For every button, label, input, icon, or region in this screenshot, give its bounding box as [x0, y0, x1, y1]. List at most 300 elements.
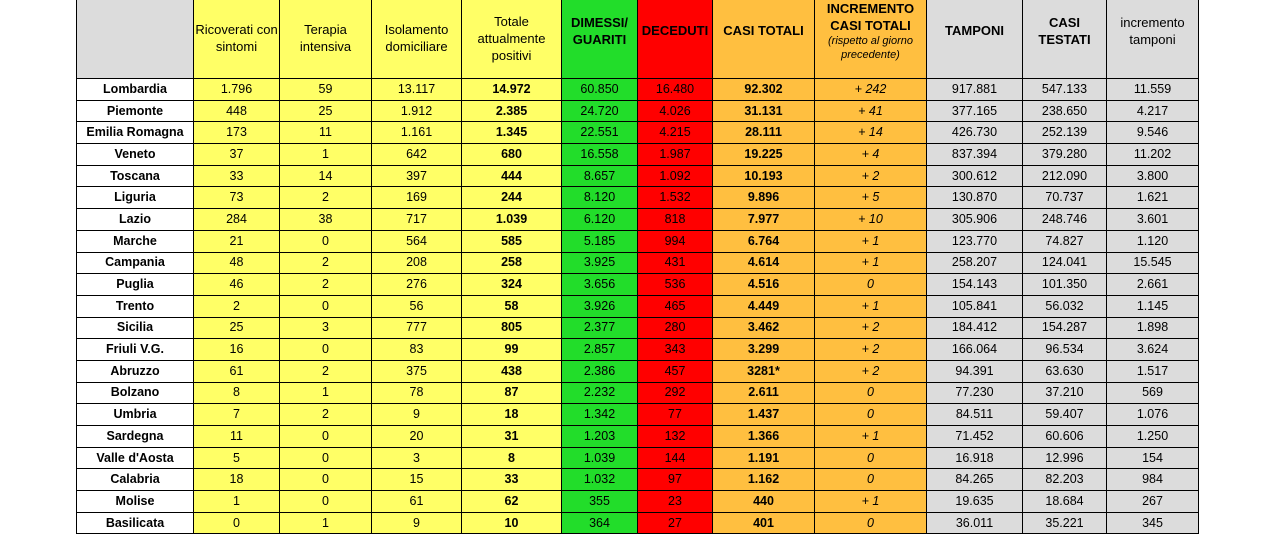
header-casi-testati-label: CASI TESTATI [1038, 14, 1091, 47]
casi-totali-cell: 7.977 [713, 209, 815, 231]
region-cell: Piemonte [77, 100, 194, 122]
casi-testati-cell: 547.133 [1023, 79, 1107, 101]
incremento-cell: + 2 [815, 339, 927, 361]
totale-positivi-cell: 244 [462, 187, 562, 209]
dimessi-cell: 1.039 [562, 447, 638, 469]
table-row [77, 165, 1199, 187]
casi-totali-cell: 92.302 [713, 79, 815, 101]
deceduti-cell: 144 [638, 447, 713, 469]
covid-regional-table [76, 0, 1199, 534]
casi-testati-cell: 37.210 [1023, 382, 1107, 404]
isolamento-cell: 564 [372, 230, 462, 252]
terapia-cell: 59 [280, 79, 372, 101]
incremento-tamponi-cell: 1.250 [1107, 426, 1199, 448]
isolamento-cell: 717 [372, 209, 462, 231]
totale-positivi-cell: 10 [462, 512, 562, 534]
casi-totali-cell: 4.614 [713, 252, 815, 274]
deceduti-cell: 77 [638, 404, 713, 426]
incremento-tamponi-cell: 2.661 [1107, 274, 1199, 296]
tamponi-cell: 16.918 [927, 447, 1023, 469]
casi-totali-cell: 4.449 [713, 295, 815, 317]
totale-positivi-cell: 99 [462, 339, 562, 361]
header-terapia-label: Terapia intensiva [299, 22, 352, 54]
terapia-cell: 1 [280, 382, 372, 404]
tamponi-cell: 305.906 [927, 209, 1023, 231]
region-cell: Liguria [77, 187, 194, 209]
table-row [77, 230, 1199, 252]
table-row [77, 426, 1199, 448]
header-totale-positivi-label: Totale attualmente positivi [477, 13, 546, 63]
incremento-cell: + 1 [815, 230, 927, 252]
header-terapia [280, 0, 372, 79]
deceduti-cell: 1.987 [638, 144, 713, 166]
tamponi-cell: 426.730 [927, 122, 1023, 144]
incremento-cell: + 5 [815, 187, 927, 209]
totale-positivi-cell: 18 [462, 404, 562, 426]
ricoverati-cell: 16 [194, 339, 280, 361]
casi-testati-cell: 212.090 [1023, 165, 1107, 187]
totale-positivi-cell: 1.345 [462, 122, 562, 144]
deceduti-cell: 132 [638, 426, 713, 448]
tamponi-cell: 377.165 [927, 100, 1023, 122]
table-row [77, 252, 1199, 274]
incremento-cell: + 14 [815, 122, 927, 144]
incremento-tamponi-cell: 11.202 [1107, 144, 1199, 166]
incremento-tamponi-cell: 4.217 [1107, 100, 1199, 122]
header-incremento-tamponi [1107, 0, 1199, 79]
isolamento-cell: 169 [372, 187, 462, 209]
isolamento-cell: 642 [372, 144, 462, 166]
isolamento-cell: 13.117 [372, 79, 462, 101]
tamponi-cell: 917.881 [927, 79, 1023, 101]
region-cell: Puglia [77, 274, 194, 296]
ricoverati-cell: 25 [194, 317, 280, 339]
ricoverati-cell: 284 [194, 209, 280, 231]
incremento-tamponi-cell: 15.545 [1107, 252, 1199, 274]
table-row [77, 317, 1199, 339]
region-cell: Bolzano [77, 382, 194, 404]
dimessi-cell: 2.857 [562, 339, 638, 361]
ricoverati-cell: 37 [194, 144, 280, 166]
dimessi-cell: 3.656 [562, 274, 638, 296]
table-row [77, 274, 1199, 296]
terapia-cell: 0 [280, 295, 372, 317]
casi-testati-cell: 18.684 [1023, 491, 1107, 513]
ricoverati-cell: 1.796 [194, 79, 280, 101]
terapia-cell: 11 [280, 122, 372, 144]
casi-totali-cell: 4.516 [713, 274, 815, 296]
casi-testati-cell: 96.534 [1023, 339, 1107, 361]
dimessi-cell: 8.120 [562, 187, 638, 209]
totale-positivi-cell: 680 [462, 144, 562, 166]
incremento-tamponi-cell: 9.546 [1107, 122, 1199, 144]
dimessi-cell: 60.850 [562, 79, 638, 101]
header-dimessi [562, 0, 638, 79]
header-casi-totali-label: CASI TOTALI [723, 23, 804, 38]
terapia-cell: 1 [280, 512, 372, 534]
terapia-cell: 0 [280, 491, 372, 513]
casi-totali-cell: 3.462 [713, 317, 815, 339]
deceduti-cell: 994 [638, 230, 713, 252]
deceduti-cell: 23 [638, 491, 713, 513]
deceduti-cell: 465 [638, 295, 713, 317]
totale-positivi-cell: 8 [462, 447, 562, 469]
incremento-cell: + 2 [815, 317, 927, 339]
table-row [77, 382, 1199, 404]
casi-totali-cell: 3.299 [713, 339, 815, 361]
deceduti-cell: 280 [638, 317, 713, 339]
dimessi-cell: 355 [562, 491, 638, 513]
tamponi-cell: 130.870 [927, 187, 1023, 209]
dimessi-cell: 8.657 [562, 165, 638, 187]
tamponi-cell: 184.412 [927, 317, 1023, 339]
table-row [77, 79, 1199, 101]
table-row [77, 360, 1199, 382]
table-body [77, 79, 1199, 534]
terapia-cell: 0 [280, 447, 372, 469]
table-row [77, 512, 1199, 534]
header-deceduti [638, 0, 713, 79]
isolamento-cell: 9 [372, 512, 462, 534]
dimessi-cell: 3.926 [562, 295, 638, 317]
incremento-cell: 0 [815, 469, 927, 491]
casi-totali-cell: 31.131 [713, 100, 815, 122]
region-cell: Umbria [77, 404, 194, 426]
casi-totali-cell: 440 [713, 491, 815, 513]
incremento-cell: + 242 [815, 79, 927, 101]
terapia-cell: 25 [280, 100, 372, 122]
ricoverati-cell: 48 [194, 252, 280, 274]
deceduti-cell: 4.026 [638, 100, 713, 122]
header-tamponi-label: TAMPONI [945, 23, 1004, 38]
incremento-cell: 0 [815, 447, 927, 469]
totale-positivi-cell: 258 [462, 252, 562, 274]
ricoverati-cell: 2 [194, 295, 280, 317]
incremento-cell: + 1 [815, 252, 927, 274]
terapia-cell: 2 [280, 360, 372, 382]
header-dimessi-label: DIMESSI/ GUARITI [570, 14, 629, 47]
deceduti-cell: 16.480 [638, 79, 713, 101]
incremento-tamponi-cell: 984 [1107, 469, 1199, 491]
totale-positivi-cell: 805 [462, 317, 562, 339]
region-cell: Abruzzo [77, 360, 194, 382]
casi-totali-cell: 1.366 [713, 426, 815, 448]
header-incremento-tamponi-label: incremento tamponi [1120, 14, 1185, 47]
ricoverati-cell: 8 [194, 382, 280, 404]
ricoverati-cell: 18 [194, 469, 280, 491]
casi-totali-cell: 2.611 [713, 382, 815, 404]
casi-totali-cell: 1.162 [713, 469, 815, 491]
ricoverati-cell: 33 [194, 165, 280, 187]
casi-totali-cell: 1.191 [713, 447, 815, 469]
tamponi-cell: 300.612 [927, 165, 1023, 187]
isolamento-cell: 276 [372, 274, 462, 296]
deceduti-cell: 1.532 [638, 187, 713, 209]
header-isolamento [372, 0, 462, 79]
ricoverati-cell: 11 [194, 426, 280, 448]
casi-totali-cell: 1.437 [713, 404, 815, 426]
dimessi-cell: 1.342 [562, 404, 638, 426]
incremento-cell: 0 [815, 274, 927, 296]
region-cell: Emilia Romagna [77, 122, 194, 144]
ricoverati-cell: 73 [194, 187, 280, 209]
header-isolamento-label: Isolamento domiciliare [384, 22, 449, 54]
header-regione [77, 0, 194, 79]
casi-totali-cell: 10.193 [713, 165, 815, 187]
table-row [77, 339, 1199, 361]
tamponi-cell: 77.230 [927, 382, 1023, 404]
incremento-cell: + 1 [815, 491, 927, 513]
totale-positivi-cell: 444 [462, 165, 562, 187]
isolamento-cell: 777 [372, 317, 462, 339]
casi-testati-cell: 248.746 [1023, 209, 1107, 231]
totale-positivi-cell: 58 [462, 295, 562, 317]
region-cell: Calabria [77, 469, 194, 491]
header-tamponi [927, 0, 1023, 79]
incremento-tamponi-cell: 1.076 [1107, 404, 1199, 426]
casi-testati-cell: 60.606 [1023, 426, 1107, 448]
incremento-tamponi-cell: 1.145 [1107, 295, 1199, 317]
deceduti-cell: 27 [638, 512, 713, 534]
region-cell: Marche [77, 230, 194, 252]
header-incremento-label: INCREMENTO CASI TOTALI [826, 0, 915, 33]
deceduti-cell: 457 [638, 360, 713, 382]
casi-testati-cell: 101.350 [1023, 274, 1107, 296]
casi-totali-cell: 9.896 [713, 187, 815, 209]
incremento-tamponi-cell: 1.120 [1107, 230, 1199, 252]
incremento-tamponi-cell: 345 [1107, 512, 1199, 534]
casi-testati-cell: 35.221 [1023, 512, 1107, 534]
region-cell: Campania [77, 252, 194, 274]
region-cell: Molise [77, 491, 194, 513]
tamponi-cell: 166.064 [927, 339, 1023, 361]
header-ricoverati [194, 0, 280, 79]
region-cell: Lombardia [77, 79, 194, 101]
incremento-tamponi-cell: 3.624 [1107, 339, 1199, 361]
incremento-cell: + 10 [815, 209, 927, 231]
isolamento-cell: 83 [372, 339, 462, 361]
dimessi-cell: 2.377 [562, 317, 638, 339]
casi-testati-cell: 379.280 [1023, 144, 1107, 166]
tamponi-cell: 19.635 [927, 491, 1023, 513]
casi-testati-cell: 12.996 [1023, 447, 1107, 469]
isolamento-cell: 375 [372, 360, 462, 382]
header-ricoverati-label: Ricoverati con sintomi [195, 22, 278, 54]
header-totale-positivi [462, 0, 562, 79]
isolamento-cell: 1.912 [372, 100, 462, 122]
isolamento-cell: 1.161 [372, 122, 462, 144]
terapia-cell: 3 [280, 317, 372, 339]
table-row [77, 491, 1199, 513]
incremento-cell: + 2 [815, 360, 927, 382]
table-row [77, 295, 1199, 317]
covid-regional-table-container [76, 0, 1199, 534]
terapia-cell: 0 [280, 339, 372, 361]
dimessi-cell: 5.185 [562, 230, 638, 252]
tamponi-cell: 837.394 [927, 144, 1023, 166]
tamponi-cell: 84.511 [927, 404, 1023, 426]
tamponi-cell: 154.143 [927, 274, 1023, 296]
ricoverati-cell: 46 [194, 274, 280, 296]
casi-testati-cell: 82.203 [1023, 469, 1107, 491]
isolamento-cell: 56 [372, 295, 462, 317]
dimessi-cell: 24.720 [562, 100, 638, 122]
incremento-cell: + 1 [815, 295, 927, 317]
deceduti-cell: 292 [638, 382, 713, 404]
casi-testati-cell: 70.737 [1023, 187, 1107, 209]
isolamento-cell: 78 [372, 382, 462, 404]
ricoverati-cell: 21 [194, 230, 280, 252]
incremento-tamponi-cell: 3.601 [1107, 209, 1199, 231]
region-cell: Valle d'Aosta [77, 447, 194, 469]
table-row [77, 100, 1199, 122]
ricoverati-cell: 448 [194, 100, 280, 122]
region-cell: Toscana [77, 165, 194, 187]
incremento-tamponi-cell: 1.621 [1107, 187, 1199, 209]
region-cell: Veneto [77, 144, 194, 166]
totale-positivi-cell: 62 [462, 491, 562, 513]
ricoverati-cell: 7 [194, 404, 280, 426]
table-row [77, 187, 1199, 209]
deceduti-cell: 343 [638, 339, 713, 361]
totale-positivi-cell: 2.385 [462, 100, 562, 122]
incremento-tamponi-cell: 1.898 [1107, 317, 1199, 339]
incremento-cell: 0 [815, 404, 927, 426]
isolamento-cell: 208 [372, 252, 462, 274]
table-row [77, 209, 1199, 231]
isolamento-cell: 3 [372, 447, 462, 469]
totale-positivi-cell: 324 [462, 274, 562, 296]
terapia-cell: 2 [280, 187, 372, 209]
dimessi-cell: 2.386 [562, 360, 638, 382]
header-deceduti-label: DECEDUTI [641, 23, 709, 38]
terapia-cell: 2 [280, 274, 372, 296]
casi-totali-cell: 19.225 [713, 144, 815, 166]
casi-testati-cell: 74.827 [1023, 230, 1107, 252]
tamponi-cell: 94.391 [927, 360, 1023, 382]
incremento-tamponi-cell: 154 [1107, 447, 1199, 469]
region-cell: Sardegna [77, 426, 194, 448]
totale-positivi-cell: 31 [462, 426, 562, 448]
isolamento-cell: 61 [372, 491, 462, 513]
casi-testati-cell: 124.041 [1023, 252, 1107, 274]
dimessi-cell: 1.203 [562, 426, 638, 448]
tamponi-cell: 71.452 [927, 426, 1023, 448]
header-incremento [815, 0, 927, 79]
incremento-tamponi-cell: 569 [1107, 382, 1199, 404]
terapia-cell: 2 [280, 404, 372, 426]
incremento-cell: + 4 [815, 144, 927, 166]
isolamento-cell: 15 [372, 469, 462, 491]
casi-testati-cell: 56.032 [1023, 295, 1107, 317]
totale-positivi-cell: 33 [462, 469, 562, 491]
header-casi-testati [1023, 0, 1107, 79]
region-cell: Trento [77, 295, 194, 317]
casi-totali-cell: 28.111 [713, 122, 815, 144]
totale-positivi-cell: 438 [462, 360, 562, 382]
terapia-cell: 2 [280, 252, 372, 274]
incremento-cell: 0 [815, 382, 927, 404]
dimessi-cell: 1.032 [562, 469, 638, 491]
tamponi-cell: 105.841 [927, 295, 1023, 317]
tamponi-cell: 123.770 [927, 230, 1023, 252]
incremento-cell: 0 [815, 512, 927, 534]
ricoverati-cell: 5 [194, 447, 280, 469]
casi-testati-cell: 154.287 [1023, 317, 1107, 339]
incremento-cell: + 2 [815, 165, 927, 187]
ricoverati-cell: 1 [194, 491, 280, 513]
totale-positivi-cell: 87 [462, 382, 562, 404]
table-row [77, 404, 1199, 426]
header-incremento-note: (rispetto al giorno precedente) [828, 34, 913, 61]
dimessi-cell: 2.232 [562, 382, 638, 404]
totale-positivi-cell: 1.039 [462, 209, 562, 231]
casi-totali-cell: 6.764 [713, 230, 815, 252]
region-cell: Lazio [77, 209, 194, 231]
region-cell: Basilicata [77, 512, 194, 534]
casi-totali-cell: 401 [713, 512, 815, 534]
incremento-cell: + 1 [815, 426, 927, 448]
deceduti-cell: 4.215 [638, 122, 713, 144]
incremento-tamponi-cell: 1.517 [1107, 360, 1199, 382]
deceduti-cell: 536 [638, 274, 713, 296]
deceduti-cell: 1.092 [638, 165, 713, 187]
dimessi-cell: 16.558 [562, 144, 638, 166]
table-row [77, 447, 1199, 469]
terapia-cell: 0 [280, 230, 372, 252]
table-row [77, 122, 1199, 144]
casi-testati-cell: 63.630 [1023, 360, 1107, 382]
ricoverati-cell: 61 [194, 360, 280, 382]
casi-testati-cell: 59.407 [1023, 404, 1107, 426]
table-row [77, 469, 1199, 491]
terapia-cell: 14 [280, 165, 372, 187]
incremento-tamponi-cell: 267 [1107, 491, 1199, 513]
terapia-cell: 0 [280, 469, 372, 491]
terapia-cell: 0 [280, 426, 372, 448]
region-cell: Friuli V.G. [77, 339, 194, 361]
casi-totali-cell: 3281* [713, 360, 815, 382]
terapia-cell: 1 [280, 144, 372, 166]
deceduti-cell: 97 [638, 469, 713, 491]
totale-positivi-cell: 585 [462, 230, 562, 252]
casi-testati-cell: 252.139 [1023, 122, 1107, 144]
isolamento-cell: 9 [372, 404, 462, 426]
isolamento-cell: 397 [372, 165, 462, 187]
dimessi-cell: 22.551 [562, 122, 638, 144]
ricoverati-cell: 0 [194, 512, 280, 534]
ricoverati-cell: 173 [194, 122, 280, 144]
dimessi-cell: 3.925 [562, 252, 638, 274]
incremento-cell: + 41 [815, 100, 927, 122]
isolamento-cell: 20 [372, 426, 462, 448]
tamponi-cell: 84.265 [927, 469, 1023, 491]
deceduti-cell: 431 [638, 252, 713, 274]
incremento-tamponi-cell: 11.559 [1107, 79, 1199, 101]
region-cell: Sicilia [77, 317, 194, 339]
deceduti-cell: 818 [638, 209, 713, 231]
dimessi-cell: 6.120 [562, 209, 638, 231]
totale-positivi-cell: 14.972 [462, 79, 562, 101]
incremento-tamponi-cell: 3.800 [1107, 165, 1199, 187]
tamponi-cell: 258.207 [927, 252, 1023, 274]
header-casi-totali [713, 0, 815, 79]
dimessi-cell: 364 [562, 512, 638, 534]
table-row [77, 144, 1199, 166]
casi-testati-cell: 238.650 [1023, 100, 1107, 122]
terapia-cell: 38 [280, 209, 372, 231]
tamponi-cell: 36.011 [927, 512, 1023, 534]
